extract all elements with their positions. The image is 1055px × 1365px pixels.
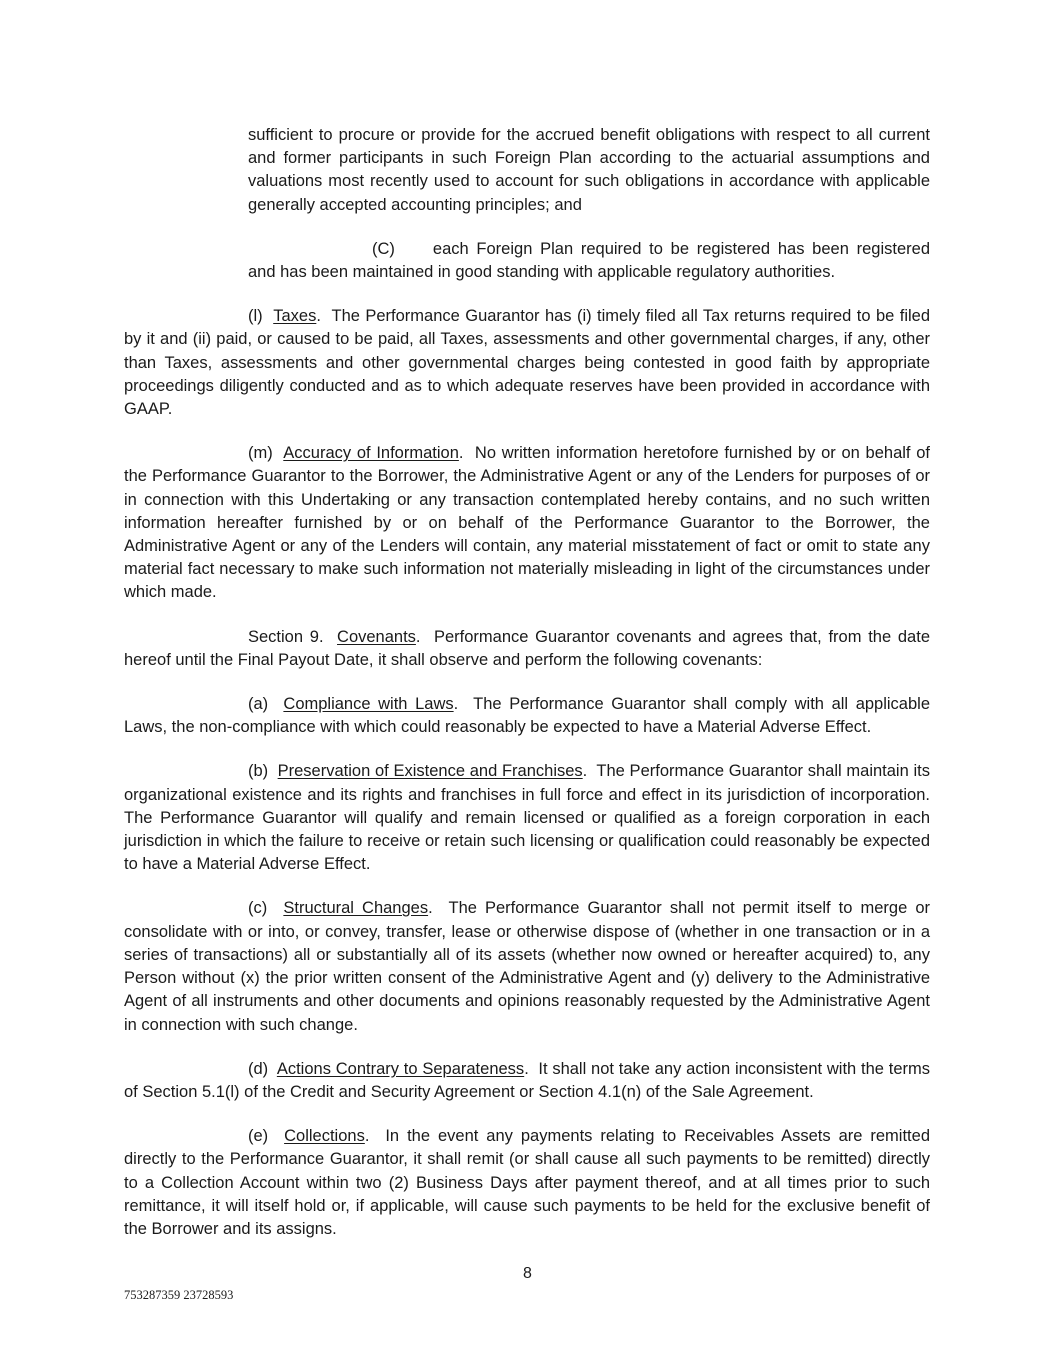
section-collections: (e) Collections. In the event any payments relating to Receivables Assets are remitted directly to the Performance Guarantor, it shall remit (or shall cause all such payments to be remitted) directly to a Collection Account within two (2) Business Days after payment thereof, and at all times prior to such remittance, it will itself hold or, if applicable, will cause such payments to be held for the exclusive benefit of the Borrower and its assigns.	[124, 1127, 930, 1238]
section-label: Section 9.	[248, 627, 324, 646]
section-structural-changes: (c) Structural Changes. The Performance Guarantor shall not permit itself to merge or consolidate with or into, or convey, transfer, lease or otherwise dispose of (whether in one transaction or in a series of transactions) all or substantially all of its assets (whether now owned or hereafter acquired) to, any Person without (x) the prior written consent of the Administrative Agent and (y) delivery to the Administrative Agent of all instruments and other documents and opinions reasonably requested by the Administrative Agent in connection with such change.	[124, 899, 930, 1034]
section-label: (d)	[248, 1059, 269, 1078]
section-text: The Performance Guarantor shall maintain its organizational existence and its rights and franchises in full force and effect in its jurisdiction of incorporation. The Performance Guarantor will qualify and remain licensed or qualified as a foreign corporation in each jurisdiction in which the failure to receive or retain such licensing or qualification could reasonably be expected to have a Material Adverse Effect.	[124, 762, 930, 874]
section-preservation-of-existence: (b) Preservation of Existence and Franchises. The Performance Guarantor shall maintain its organizational existence and its rights and franchises in full force and effect in its jurisdiction of incorporation. The Performance Guarantor will qualify and remain licensed or qualified as a foreign corporation in each jurisdiction in which the failure to receive or retain such licensing or qualification could reasonably be expected to have a Material Adverse Effect.	[124, 762, 930, 874]
section-text: The Performance Guarantor shall comply with all applicable Laws, the non-compliance with which could reasonably be expected to have a Material Adverse Effect.	[124, 695, 930, 737]
section-text: It shall not take any action inconsistent with the terms of Section 5.1(l) of the Credit and Security Agreement or Section 4.1(n) of the Sale Agreement.	[124, 1059, 930, 1101]
document-body	[124, 124, 930, 1241]
clause-c-text: each Foreign Plan required to be registered has been registered and has been maintained in good standing with applicable regulatory authorities.	[248, 239, 930, 282]
section-heading: Collections	[284, 1127, 365, 1146]
section-text: The Performance Guarantor shall not permit itself to merge or consolidate with or into, or convey, transfer, lease or otherwise dispose of (whether in one transaction or in a series of transactions) all or substantially all of its assets (whether now owned or hereafter acquired) to, any Person without (x) the prior written consent of the Administrative Agent and (y) delivery to the Administrative Agent of all instruments and other documents and opinions reasonably requested by the Administrative Agent in connection with such change.	[124, 899, 930, 1034]
section-text: No written information heretofore furnished by or on behalf of the Performance Guarantor to the Borrower, the Administrative Agent or any of the Lenders for purposes of or in connection with this Undertaking or any transaction contemplated hereby contains, and no such written information hereafter furnished by or on behalf of the Performance Guarantor to the Borrower, the Administrative Agent or any of the Lenders will contain, any material misstatement of fact or omit to state any material fact necessary to make such information not materially misleading in light of the circumstances under which made.	[124, 444, 930, 602]
section-label: (m)	[248, 444, 273, 463]
section-text: Performance Guarantor covenants and agrees that, from the date hereof until the Final Payout Date, it shall observe and perform the following covenants:	[124, 627, 930, 669]
section-heading: Preservation of Existence and Franchises	[277, 762, 583, 781]
section-accuracy-of-information: (m) Accuracy of Information. No written information heretofore furnished by or on behalf of the Performance Guarantor to the Borrower, the Administrative Agent or any of the Lenders for purposes of or in connection with this Undertaking or any transaction contemplated hereby contains, and no such written information hereafter furnished by or on behalf of the Performance Guarantor to the Borrower, the Administrative Agent or any of the Lenders will contain, any material misstatement of fact or omit to state any material fact necessary to make such information not materially misleading in light of the circumstances under which made.	[124, 444, 930, 602]
section-heading: Covenants	[337, 627, 416, 646]
section-taxes: (l) Taxes. The Performance Guarantor has (i) timely filed all Tax returns required to be filed by it and (ii) paid, or caused to be paid, all Taxes, assessments and other governmental charges, if any, other than Taxes, assessments and other governmental charges being contested in good faith by appropriate proceedings diligently conducted and as to which adequate reserves have been provided in accordance with GAAP.	[124, 307, 930, 419]
section-label: (a)	[248, 695, 269, 714]
section-label: (e)	[248, 1127, 269, 1146]
section-text: In the event any payments relating to Receivables Assets are remitted directly to the Performance Guarantor, it shall remit (or shall cause all such payments to be remitted) directly to a Collection Account within two (2) Business Days after payment thereof, and at all times prior to such remittance, it will itself hold or, if applicable, will cause such payments to be held for the exclusive benefit of the Borrower and its assigns.	[124, 1127, 930, 1238]
section-actions-contrary-to-separateness: (d) Actions Contrary to Separateness. It shall not take any action inconsistent with the terms of Section 5.1(l) of the Credit and Security Agreement or Section 4.1(n) of the Sale Agreement.	[124, 1059, 930, 1101]
clause-c-label: (C)	[372, 239, 395, 258]
section-9-covenants: Section 9. Covenants. Performance Guarantor covenants and agrees that, from the date hereof until the Final Payout Date, it shall observe and perform the following covenants:	[124, 627, 930, 669]
section-compliance-with-laws: (a) Compliance with Laws. The Performance Guarantor shall comply with all applicable Laws, the non-compliance with which could reasonably be expected to have a Material Adverse Effect.	[124, 695, 930, 737]
section-heading: Accuracy of Information	[283, 444, 459, 463]
section-text: The Performance Guarantor has (i) timely filed all Tax returns required to be filed by it and (ii) paid, or caused to be paid, all Taxes, assessments and other governmental charges, if any, other than Taxes, assessments and other governmental charges being contested in good faith by appropriate proceedings diligently conducted and as to which adequate reserves have been provided in accordance with GAAP.	[124, 307, 930, 419]
section-heading: Taxes	[273, 307, 317, 326]
page-number: 8	[523, 1265, 532, 1282]
clause-c-paragraph	[248, 238, 930, 284]
section-label: (b)	[248, 762, 269, 781]
section-heading: Actions Contrary to Separateness	[276, 1059, 525, 1078]
section-label: (l)	[248, 307, 263, 326]
document-id: 753287359 23728593	[124, 1288, 234, 1302]
section-heading: Compliance with Laws	[283, 695, 454, 714]
continuation-paragraph: sufficient to procure or provide for the accrued benefit obligations with respect to all current and former participants in such Foreign Plan according to the actuarial assumptions and valuations most recently used to account for such obligations in accordance with applicable generally accepted accounting principles; and	[248, 126, 930, 214]
section-label: (c)	[248, 899, 268, 918]
section-heading: Structural Changes	[283, 899, 429, 918]
